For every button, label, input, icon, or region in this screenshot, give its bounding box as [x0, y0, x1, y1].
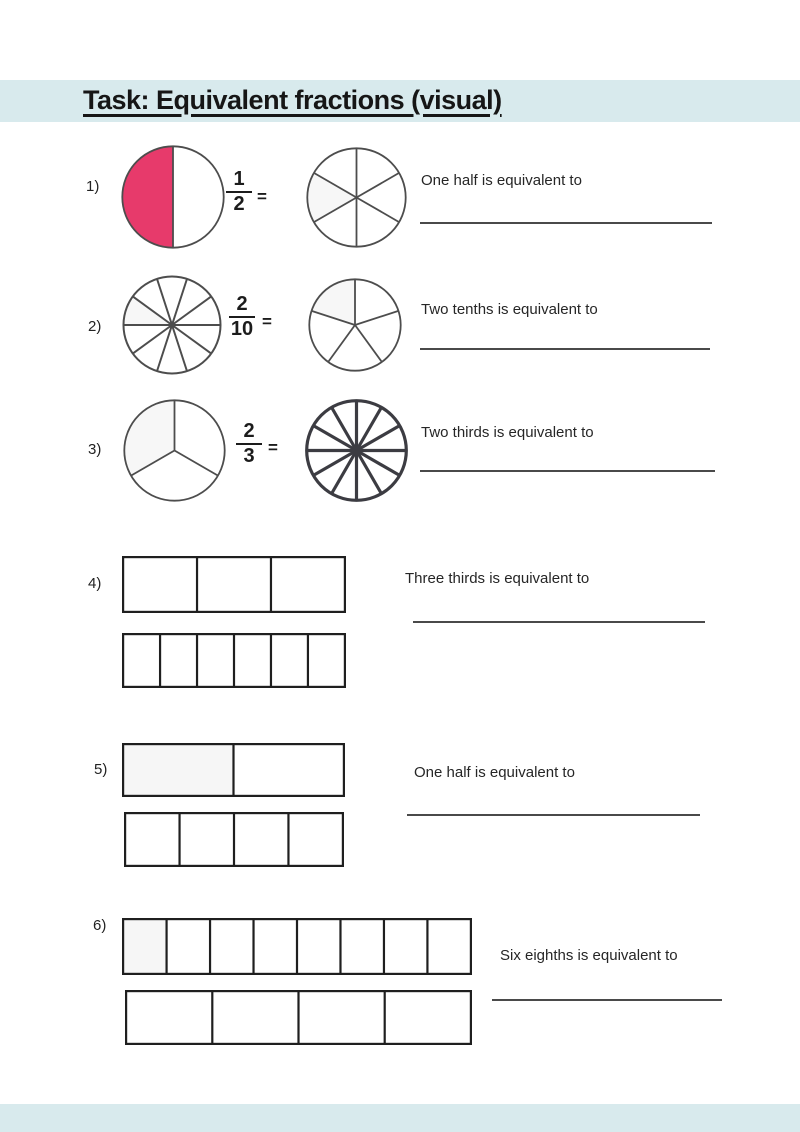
- item-2-label: 2): [88, 318, 102, 335]
- fraction-numerator: 1: [233, 168, 245, 190]
- item-3-source-circle: [122, 398, 227, 503]
- fraction-numerator: 2: [243, 420, 255, 442]
- item-5-prompt: One half is equivalent to: [414, 764, 575, 781]
- fraction-denominator: 3: [243, 445, 255, 468]
- item-2-answer-line: [420, 348, 710, 350]
- fraction-denominator: 2: [233, 193, 245, 216]
- item-4-prompt: Three thirds is equivalent to: [405, 570, 590, 587]
- item-3-label: 3): [88, 441, 102, 458]
- item-6-answer-line: [492, 999, 722, 1001]
- item-2-source-circle: [121, 274, 223, 376]
- item-6-top-bar: [122, 918, 472, 975]
- item-6-bottom-bar: [125, 990, 472, 1045]
- item-5-label: 5): [94, 761, 108, 778]
- item-4-answer-line: [413, 621, 705, 623]
- item-1-equals-sign: =: [257, 187, 267, 206]
- fraction-numerator: 2: [236, 293, 248, 315]
- item-2-target-circle: [307, 277, 403, 373]
- worksheet-title: Task: Equivalent fractions (visual): [83, 85, 502, 115]
- item-1-target-circle: [305, 146, 408, 249]
- item-3-prompt: Two thirds is equivalent to: [421, 424, 594, 441]
- item-5-bottom-bar: [124, 812, 344, 867]
- item-3-target-circle: [303, 397, 410, 504]
- item-3-equals-sign: =: [268, 438, 278, 457]
- item-6-label: 6): [93, 917, 107, 934]
- item-2-equals-sign: =: [262, 312, 272, 331]
- item-3-fraction: [232, 421, 266, 467]
- item-2-prompt: Two tenths is equivalent to: [421, 301, 598, 318]
- item-4-top-bar: [122, 556, 346, 613]
- item-2-fraction: [224, 294, 260, 340]
- item-4-bottom-bar: [122, 633, 346, 688]
- item-1-answer-line: [420, 222, 712, 224]
- item-1-label: 1): [86, 178, 100, 195]
- item-4-label: 4): [88, 575, 102, 592]
- item-1-source-circle: [120, 144, 226, 250]
- footer-band: [0, 1104, 800, 1132]
- item-1-fraction: [222, 169, 256, 215]
- item-1-prompt: One half is equivalent to: [421, 172, 582, 189]
- item-3-answer-line: [420, 470, 715, 472]
- item-6-prompt: Six eighths is equivalent to: [500, 947, 678, 964]
- fraction-denominator: 10: [230, 318, 254, 341]
- item-5-answer-line: [407, 814, 700, 816]
- item-5-top-bar: [122, 743, 345, 797]
